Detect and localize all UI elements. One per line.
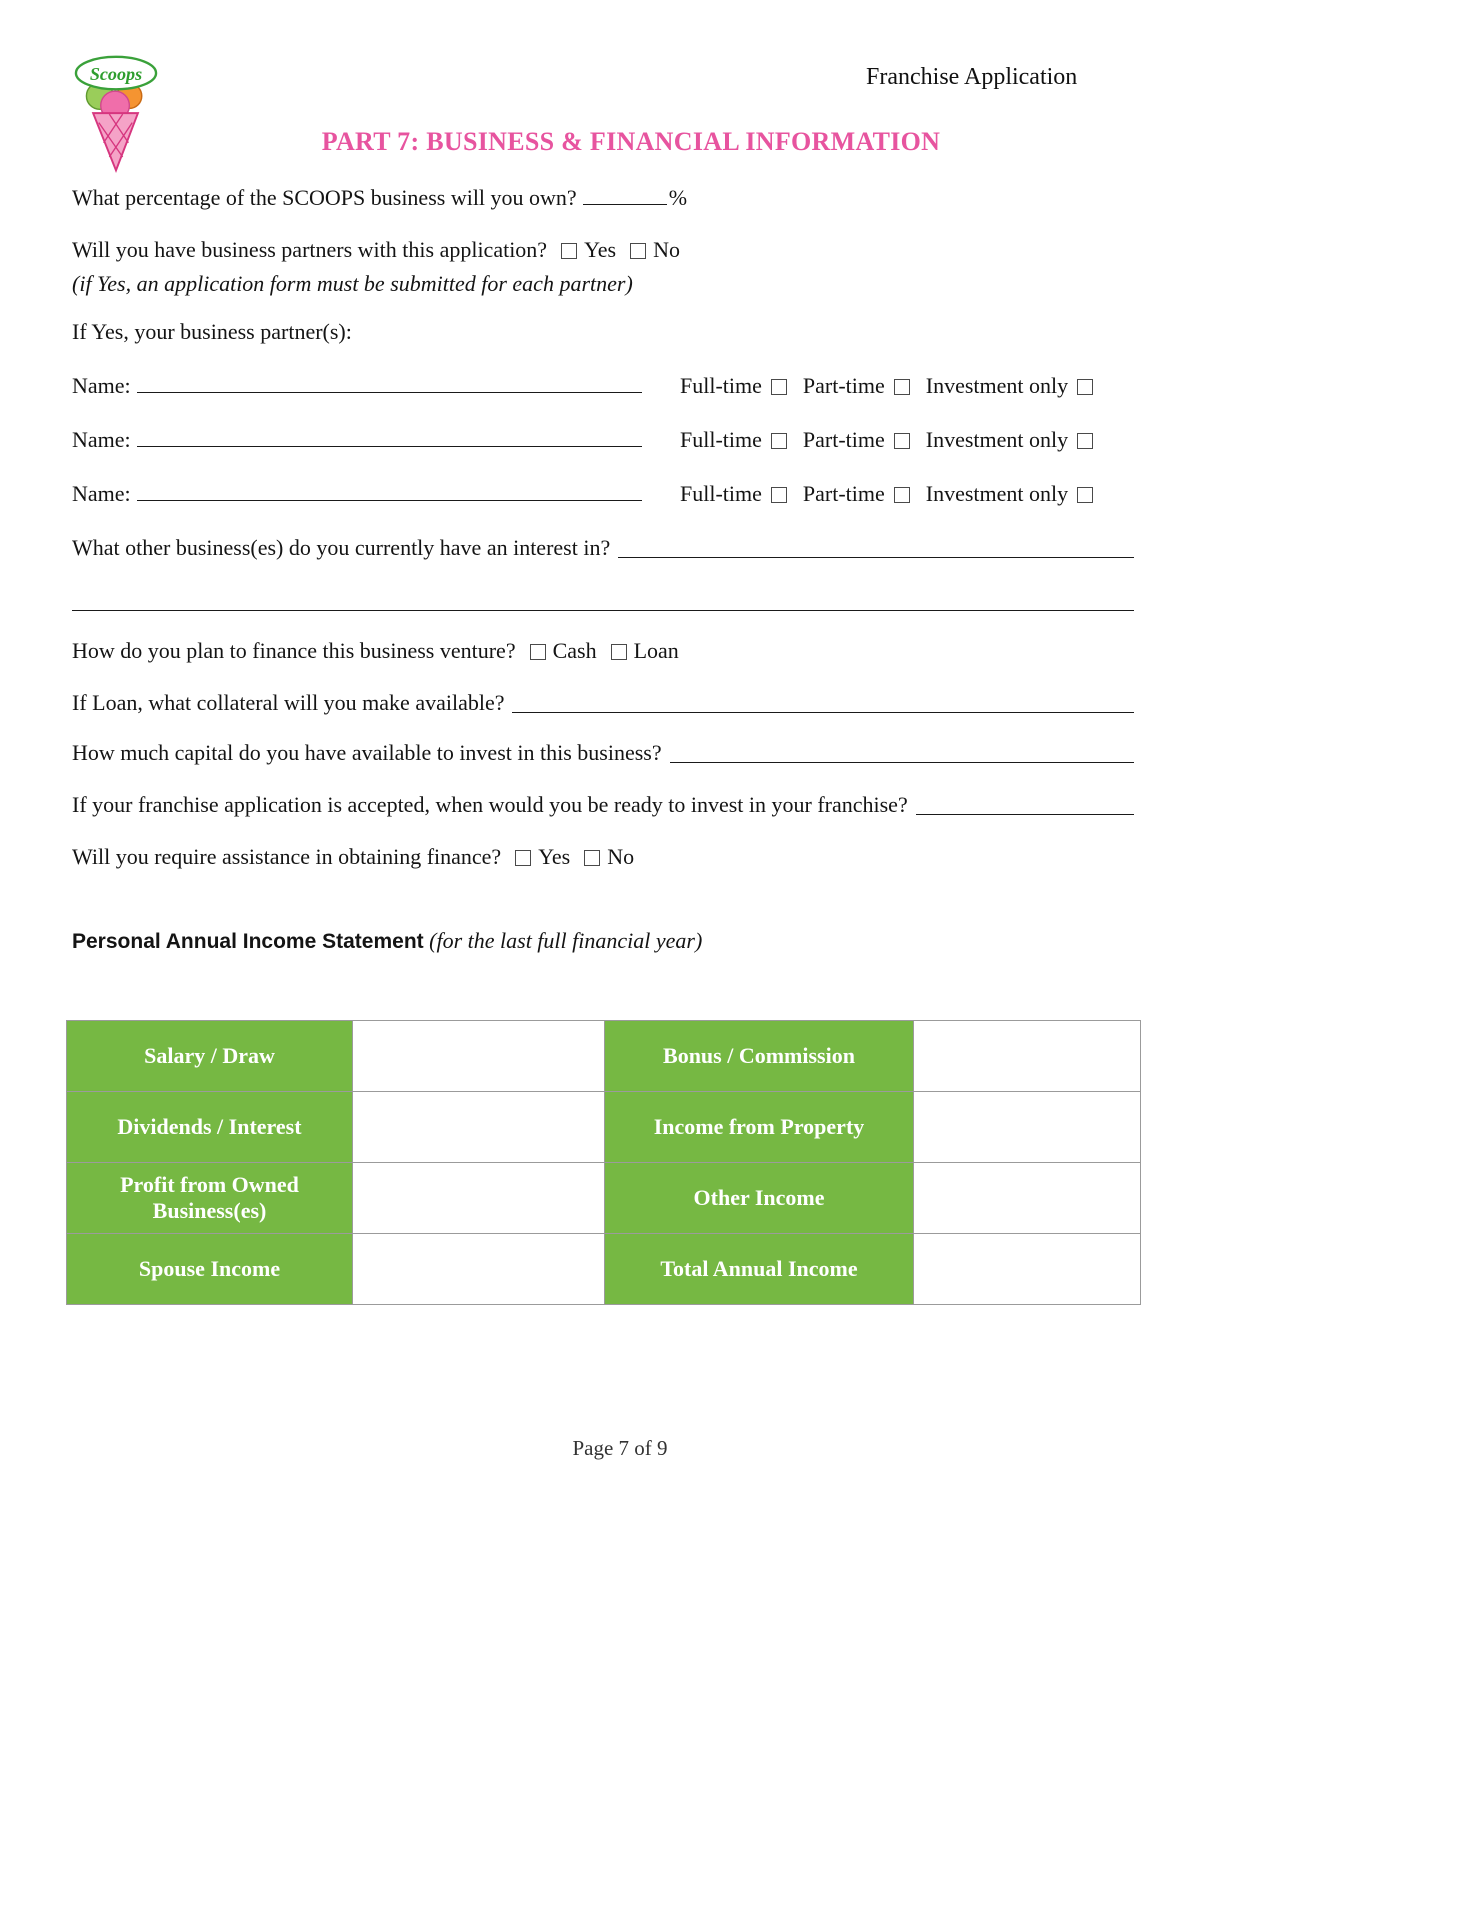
income-value-cell (353, 1234, 605, 1305)
logo-text: Scoops (89, 63, 143, 84)
question-text: What percentage of the SCOOPS business will you own? (72, 185, 577, 210)
ownership-blank-line (583, 185, 667, 205)
question-business-partners (72, 236, 1134, 264)
investment-only-label: Investment only (925, 481, 1069, 506)
ready-to-invest-blank (916, 814, 1134, 815)
table-row (67, 1092, 1141, 1163)
yes-label: Yes (538, 844, 571, 869)
parttime-checkbox (894, 487, 910, 503)
name-label: Name: (72, 373, 131, 398)
fulltime-checkbox (771, 487, 787, 503)
question-text: If Loan, what collateral will you make available? (72, 690, 505, 715)
partner-name-blank (137, 481, 642, 501)
table-row (67, 1163, 1141, 1234)
investment-only-label: Investment only (925, 373, 1069, 398)
parttime-label: Part-time (802, 481, 885, 506)
cash-label: Cash (552, 638, 597, 663)
income-value-cell (914, 1163, 1141, 1234)
question-finance-assistance (72, 843, 1134, 871)
question-other-businesses (72, 534, 1134, 562)
income-value-cell (353, 1021, 605, 1092)
question-ownership-percentage (72, 184, 1134, 212)
table-row (67, 1234, 1141, 1305)
partner-name-row (72, 372, 1134, 400)
question-capital (72, 739, 1134, 767)
investment-only-label: Investment only (925, 427, 1069, 452)
parttime-label: Part-time (802, 373, 885, 398)
income-value-cell (353, 1163, 605, 1234)
partners-note: (if Yes, an application form must be submitted for each partner) (72, 271, 633, 296)
investment-only-checkbox (1077, 379, 1093, 395)
continuation-blank-line (72, 610, 1134, 611)
income-table (66, 1020, 1141, 1305)
name-label: Name: (72, 427, 131, 452)
partner-name-blank (137, 373, 642, 393)
fulltime-label: Full-time (680, 481, 762, 506)
question-text: If your franchise application is accepted, when would you be ready to invest in your franchise? (72, 792, 908, 817)
yes-checkbox (561, 243, 577, 259)
capital-blank (670, 762, 1134, 763)
question-text: Will you require assistance in obtaining finance? (72, 844, 502, 869)
income-label-cell: Other Income (605, 1163, 914, 1234)
income-value-cell (914, 1234, 1141, 1305)
partner-name-blank (137, 427, 642, 447)
question-text: Will you have business partners with this application? (72, 237, 548, 262)
income-label-cell: Salary / Draw (67, 1021, 353, 1092)
question-text: What other business(es) do you currently have an interest in? (72, 535, 611, 560)
cash-checkbox (530, 644, 546, 660)
table-row (67, 1021, 1141, 1092)
income-label-cell: Spouse Income (67, 1234, 353, 1305)
partner-name-row (72, 480, 1134, 508)
question-collateral (72, 689, 1134, 717)
income-label-cell: Income from Property (605, 1092, 914, 1163)
collateral-blank (512, 712, 1134, 713)
heading-note-text: (for the last full financial year) (429, 928, 703, 953)
fulltime-label: Full-time (680, 427, 762, 452)
parttime-label: Part-time (802, 427, 885, 452)
investment-only-checkbox (1077, 487, 1093, 503)
parttime-checkbox (894, 433, 910, 449)
question-text: How much capital do you have available to invest in this business? (72, 740, 662, 765)
loan-checkbox (611, 644, 627, 660)
income-value-cell (353, 1092, 605, 1163)
name-label: Name: (72, 481, 131, 506)
question-ready-to-invest (72, 791, 1134, 819)
income-value-cell (914, 1021, 1141, 1092)
fulltime-checkbox (771, 433, 787, 449)
no-label: No (607, 844, 635, 869)
question-text: How do you plan to finance this business venture? (72, 638, 516, 663)
ice-cream-logo-icon (72, 54, 160, 178)
income-label-cell: Total Annual Income (605, 1234, 914, 1305)
income-label-cell: Profit from Owned Business(es) (67, 1163, 353, 1234)
fulltime-checkbox (771, 379, 787, 395)
yes-checkbox (515, 850, 531, 866)
parttime-checkbox (894, 379, 910, 395)
fulltime-label: Full-time (680, 373, 762, 398)
income-label-cell: Bonus / Commission (605, 1021, 914, 1092)
income-statement-heading (72, 927, 1134, 956)
heading-bold-text: Personal Annual Income Statement (72, 930, 424, 953)
question-finance-plan (72, 637, 1134, 665)
yes-label: Yes (584, 237, 617, 262)
loan-label: Loan (633, 638, 679, 663)
no-checkbox (630, 243, 646, 259)
scoops-logo (72, 54, 160, 178)
other-businesses-blank (618, 557, 1134, 558)
page-number: Page 7 of 9 (572, 1436, 668, 1460)
no-checkbox (584, 850, 600, 866)
investment-only-checkbox (1077, 433, 1093, 449)
income-label-cell: Dividends / Interest (67, 1092, 353, 1163)
income-value-cell (914, 1092, 1141, 1163)
document-title: Franchise Application (866, 64, 1078, 90)
percent-sign: % (668, 185, 688, 210)
partner-name-row (72, 426, 1134, 454)
no-label: No (653, 237, 680, 262)
section-title: PART 7: BUSINESS & FINANCIAL INFORMATION (321, 127, 941, 156)
partners-lead: If Yes, your business partner(s): (72, 319, 352, 344)
